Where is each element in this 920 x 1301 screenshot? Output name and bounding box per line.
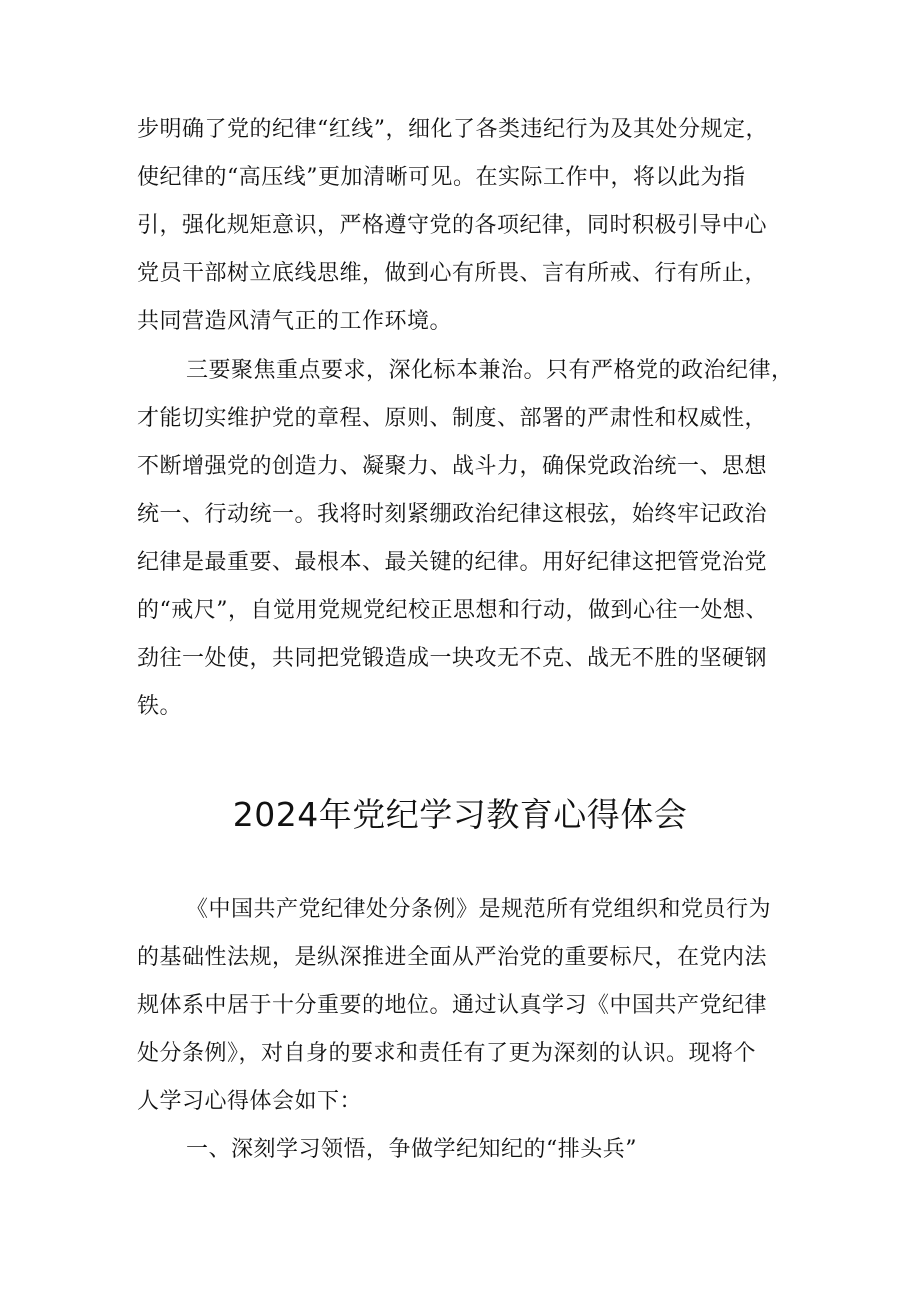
text-line: 的“戒尺”，自觉用党规党纪校正思想和行动，做到心往一处想、 (137, 598, 768, 623)
section-heading: 一、深刻学习领悟，争做学纪知纪的“排头兵” (186, 1137, 637, 1162)
text-line: 劲往一处使，共同把党锻造成一块攻无不克、战无不胜的坚硬钢 (137, 646, 768, 671)
text-line: 三要聚焦重点要求，深化标本兼治。只有严格党的政治纪律， (186, 358, 794, 383)
text-line: 不断增强党的创造力、凝聚力、战斗力，确保党政治统一、思想 (137, 454, 768, 479)
text-line: 才能切实维护党的章程、原则、制度、部署的严肃性和权威性， (137, 406, 768, 431)
text-line: 《中国共产党纪律处分条例》是规范所有党组织和党员行为 (186, 897, 772, 922)
text-line: 纪律是最重要、最根本、最关键的纪律。用好纪律这把管党治党 (137, 550, 768, 575)
text-line: 处分条例》，对自身的要求和责任有了更为深刻的认识。现将个 (137, 1041, 757, 1066)
text-line: 步明确了党的纪律“红线”，细化了各类违纪行为及其处分规定， (137, 117, 768, 142)
text-line: 引，强化规矩意识，严格遵守党的各项纪律，同时积极引导中心 (137, 213, 768, 238)
page-title: 2024年党纪学习教育心得体会 (232, 795, 688, 834)
text-line: 的基础性法规，是纵深推进全面从严治党的重要标尺，在党内法 (137, 945, 768, 970)
text-line: 使纪律的“高压线”更加清晰可见。在实际工作中，将以此为指 (137, 165, 746, 190)
text-line: 规体系中居于十分重要的地位。通过认真学习《中国共产党纪律 (137, 993, 768, 1018)
text-line: 统一、行动统一。我将时刻紧绷政治纪律这根弦，始终牢记政治 (137, 502, 768, 527)
text-line: 铁。 (137, 694, 183, 719)
text-line: 共同营造风清气正的工作环境。 (137, 309, 453, 334)
text-line: 人学习心得体会如下： (137, 1089, 363, 1114)
text-line: 党员干部树立底线思维，做到心有所畏、言有所戒、行有所止， (137, 261, 768, 286)
